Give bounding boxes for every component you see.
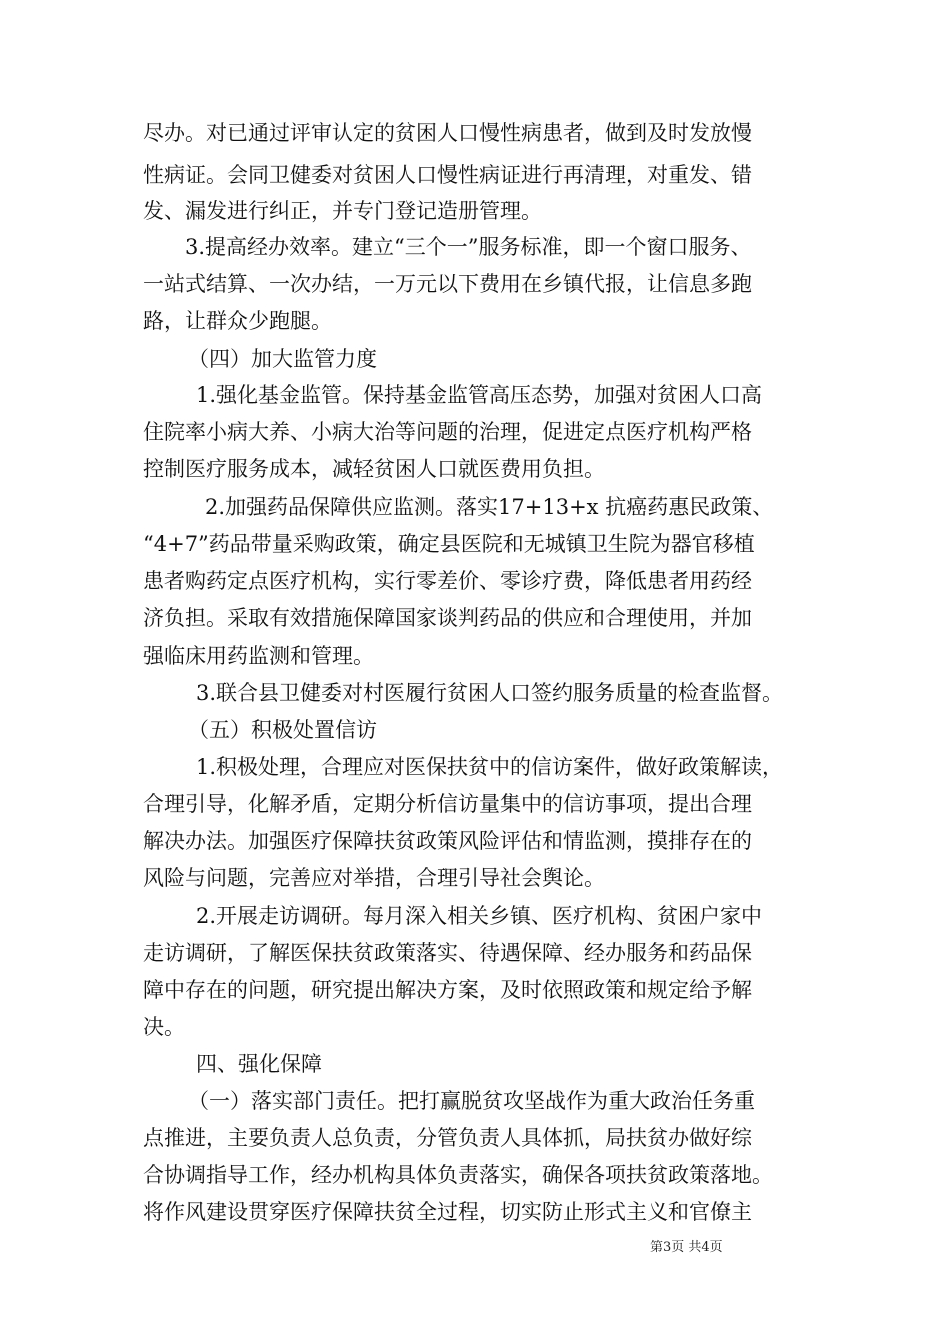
text-line: 2.开展走访调研。每月深入相关乡镇、医疗机构、贫困户家中 (196, 904, 763, 928)
text-line: “4+7”药品带量采购政策，确定县医院和无城镇卫生院为器官移植 (143, 532, 755, 556)
section-heading: 四、强化保障 (196, 1052, 322, 1076)
text-line: 点推进，主要负责人总负责，分管负责人具体抓，局扶贫办做好综 (143, 1126, 752, 1150)
text-line: 障中存在的问题，研究提出解决方案，及时依照政策和规定给予解 (143, 978, 752, 1002)
text-line: 性病证。会同卫健委对贫困人口慢性病证进行再清理，对重发、错 (143, 163, 752, 187)
text-line: 合理引导，化解矛盾，定期分析信访量集中的信访事项，提出合理 (143, 792, 752, 816)
text-line: 解决办法。加强医疗保障扶贫政策风险评估和情监测，摸排存在的 (143, 829, 752, 853)
text-line: 住院率小病大养、小病大治等问题的治理，促进定点医疗机构严格 (143, 420, 752, 444)
text-line: 决。 (143, 1015, 185, 1039)
text-line: 风险与问题，完善应对举措，合理引导社会舆论。 (143, 866, 605, 890)
text-line: 控制医疗服务成本，减轻贫困人口就医费用负担。 (143, 457, 605, 481)
text-line: 1.强化基金监管。保持基金监管高压态势，加强对贫困人口高 (196, 383, 763, 407)
section-heading: （五）积极处置信访 (188, 718, 377, 742)
text-line: 尽办。对已通过评审认定的贫困人口慢性病患者，做到及时发放慢 (143, 121, 752, 145)
text-line: 合协调指导工作，经办机构具体负责落实，确保各项扶贫政策落地。 (143, 1163, 773, 1187)
section-heading: （四）加大监管力度 (188, 347, 377, 371)
text-line: 3.提高经办效率。建立“三个一”服务标准，即一个窗口服务、 (185, 235, 752, 259)
text-line: 患者购药定点医疗机构，实行零差价、零诊疗费，降低患者用药经 (143, 569, 752, 593)
text-line: 走访调研，了解医保扶贫政策落实、待遇保障、经办服务和药品保 (143, 941, 752, 965)
text-line: （一）落实部门责任。把打赢脱贫攻坚战作为重大政治任务重 (188, 1089, 755, 1113)
page-number: 第3页 共4页 (650, 1240, 723, 1255)
text-line: 发、漏发进行纠正，并专门登记造册管理。 (143, 199, 542, 223)
text-line: 1.积极处理，合理应对医保扶贫中的信访案件，做好政策解读， (196, 755, 784, 779)
text-line: 济负担。采取有效措施保障国家谈判药品的供应和合理使用，并加 (143, 606, 752, 630)
text-line: 路，让群众少跑腿。 (143, 309, 332, 333)
text-line: 3.联合县卫健委对村医履行贫困人口签约服务质量的检查监督。 (196, 681, 784, 705)
text-line: 一站式结算、一次办结，一万元以下费用在乡镇代报，让信息多跑 (143, 272, 752, 296)
text-line: 强临床用药监测和管理。 (143, 644, 374, 668)
text-line: 2.加强药品保障供应监测。落实17+13+x 抗癌药惠民政策、 (205, 495, 774, 519)
text-line: 将作风建设贯穿医疗保障扶贫全过程，切实防止形式主义和官僚主 (143, 1200, 752, 1224)
